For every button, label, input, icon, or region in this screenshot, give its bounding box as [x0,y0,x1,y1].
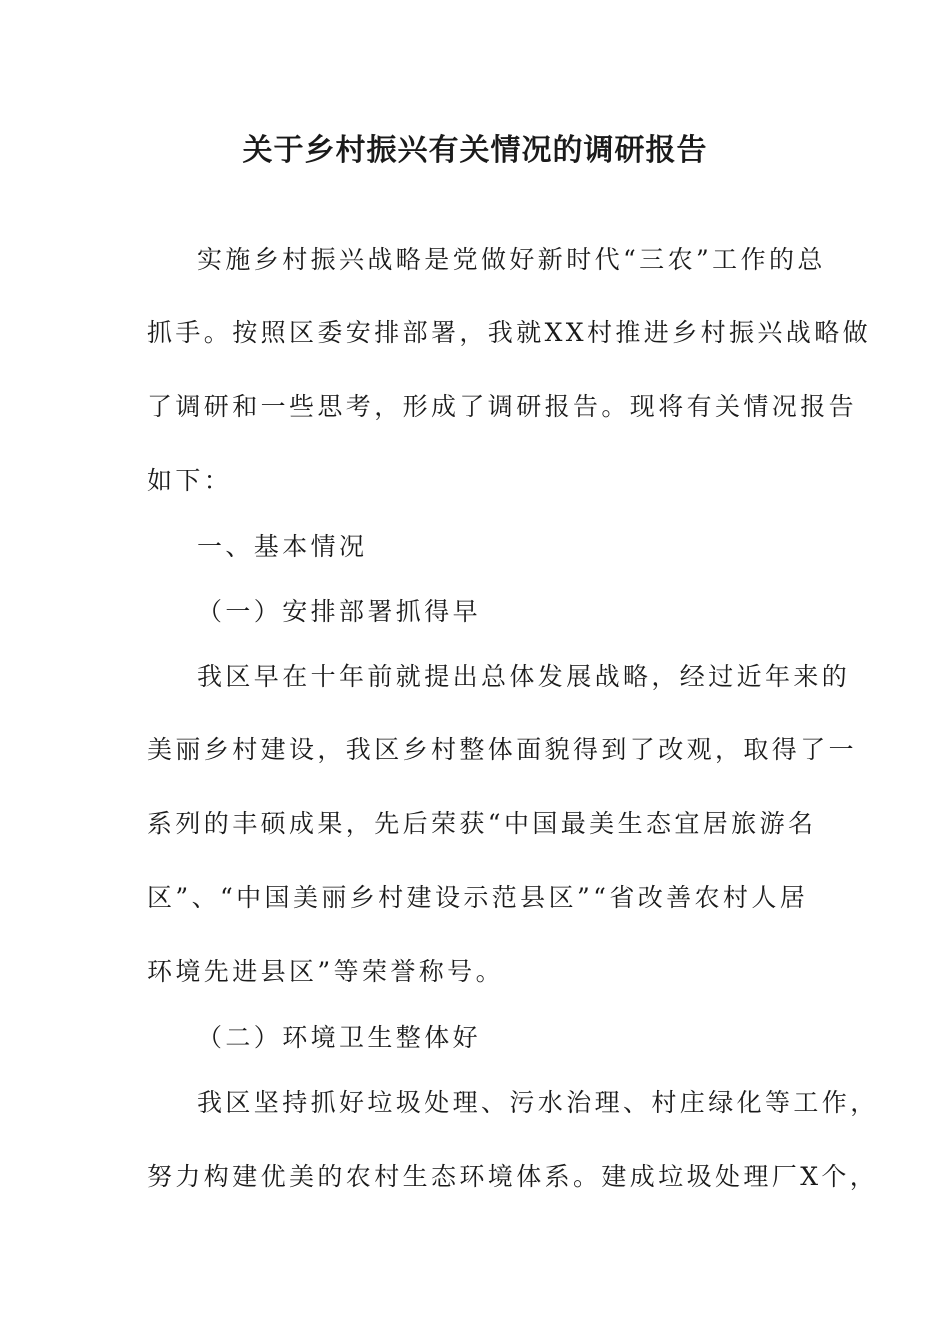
paragraph-line-6: 美丽乡村建设，我区乡村整体面貌得到了改观，取得了一 [147,735,858,764]
paragraph-line-9: 环境先进县区”等荣誉称号。 [147,957,504,986]
paragraph-line-11: 努力构建优美的农村生态环境体系。建成垃圾处理厂X个， [147,1162,879,1191]
paragraph-line-5: 我区早在十年前就提出总体发展战略，经过近年来的 [197,662,851,691]
paragraph-line-4: 如下： [147,466,233,495]
subsection-heading-1: （一）安排部署抓得早 [197,597,482,626]
paragraph-line-1: 实施乡村振兴战略是党做好新时代“三农”工作的总 [197,245,826,274]
paragraph-line-3: 了调研和一些思考，形成了调研报告。现将有关情况报告 [147,392,858,421]
section-heading-1: 一、基本情况 [197,532,368,561]
paragraph-line-7: 系列的丰硕成果，先后荣获“中国最美生态宜居旅游名 [147,809,817,838]
paragraph-line-10: 我区坚持抓好垃圾处理、污水治理、村庄绿化等工作， [197,1088,879,1117]
paragraph-line-8: 区”、“中国美丽乡村建设示范县区”“省改善农村人居 [147,883,809,912]
document-title: 关于乡村振兴有关情况的调研报告 [242,133,708,168]
paragraph-line-2: 抓手。按照区委安排部署，我就XX村推进乡村振兴战略做 [147,318,871,347]
subsection-heading-2: （二）环境卫生整体好 [197,1023,482,1052]
